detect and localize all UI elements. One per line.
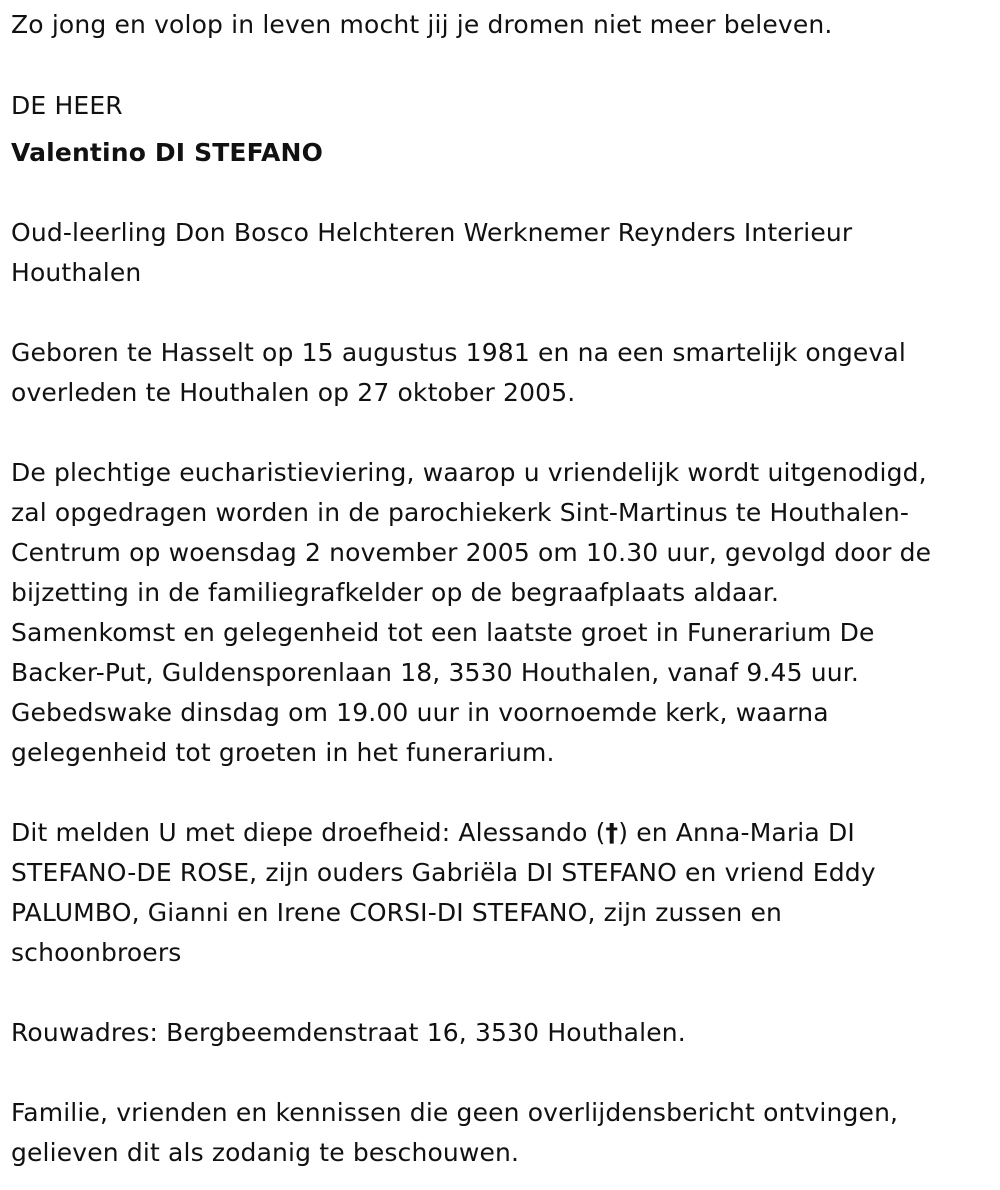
family-line-text: ) en Anna-Maria DI bbox=[618, 818, 855, 847]
mourning-address: Rouwadres: Bergbeemdenstraat 16, 3530 Houthalen. bbox=[11, 1018, 686, 1047]
salutation: DE HEER bbox=[11, 91, 123, 120]
occupation-line: Oud-leerling Don Bosco Helchteren Werknemer Reynders Interieur bbox=[11, 218, 853, 247]
occupation-line: Houthalen bbox=[11, 258, 142, 287]
closing-line: Familie, vrienden en kennissen die geen overlijdensbericht ontvingen, bbox=[11, 1098, 899, 1127]
cross-icon: † bbox=[605, 818, 619, 847]
ceremony-line: Backer-Put, Guldensporenlaan 18, 3530 Houthalen, vanaf 9.45 uur. bbox=[11, 658, 859, 687]
ceremony-line: bijzetting in de familiegrafkelder op de begraafplaats aldaar. bbox=[11, 578, 780, 607]
family-line: STEFANO-DE ROSE, zijn ouders Gabriëla DI STEFANO en vriend Eddy bbox=[11, 858, 876, 887]
ceremony-line: Gebedswake dinsdag om 19.00 uur in voornoemde kerk, waarna bbox=[11, 698, 829, 727]
deceased-name: Valentino DI STEFANO bbox=[11, 138, 323, 167]
family-line-text: Dit melden U met diepe droefheid: Alessando ( bbox=[11, 818, 606, 847]
birth-death-line: Geboren te Hasselt op 15 augustus 1981 en na een smartelijk ongeval bbox=[11, 338, 906, 367]
birth-death-line: overleden te Houthalen op 27 oktober 2005. bbox=[11, 378, 576, 407]
ceremony-line: Samenkomst en gelegenheid tot een laatste groet in Funerarium De bbox=[11, 618, 875, 647]
family-line bbox=[11, 813, 855, 853]
opening-line: Zo jong en volop in leven mocht jij je dromen niet meer beleven. bbox=[11, 10, 833, 39]
family-line: PALUMBO, Gianni en Irene CORSI-DI STEFANO, zijn zussen en bbox=[11, 898, 782, 927]
closing-line: gelieven dit als zodanig te beschouwen. bbox=[11, 1138, 520, 1167]
ceremony-line: Centrum op woensdag 2 november 2005 om 10.30 uur, gevolgd door de bbox=[11, 538, 932, 567]
ceremony-line: gelegenheid tot groeten in het funerarium. bbox=[11, 738, 555, 767]
ceremony-line: zal opgedragen worden in de parochiekerk Sint-Martinus te Houthalen- bbox=[11, 498, 910, 527]
ceremony-line: De plechtige eucharistieviering, waarop u vriendelijk wordt uitgenodigd, bbox=[11, 458, 927, 487]
family-line: schoonbroers bbox=[11, 938, 182, 967]
